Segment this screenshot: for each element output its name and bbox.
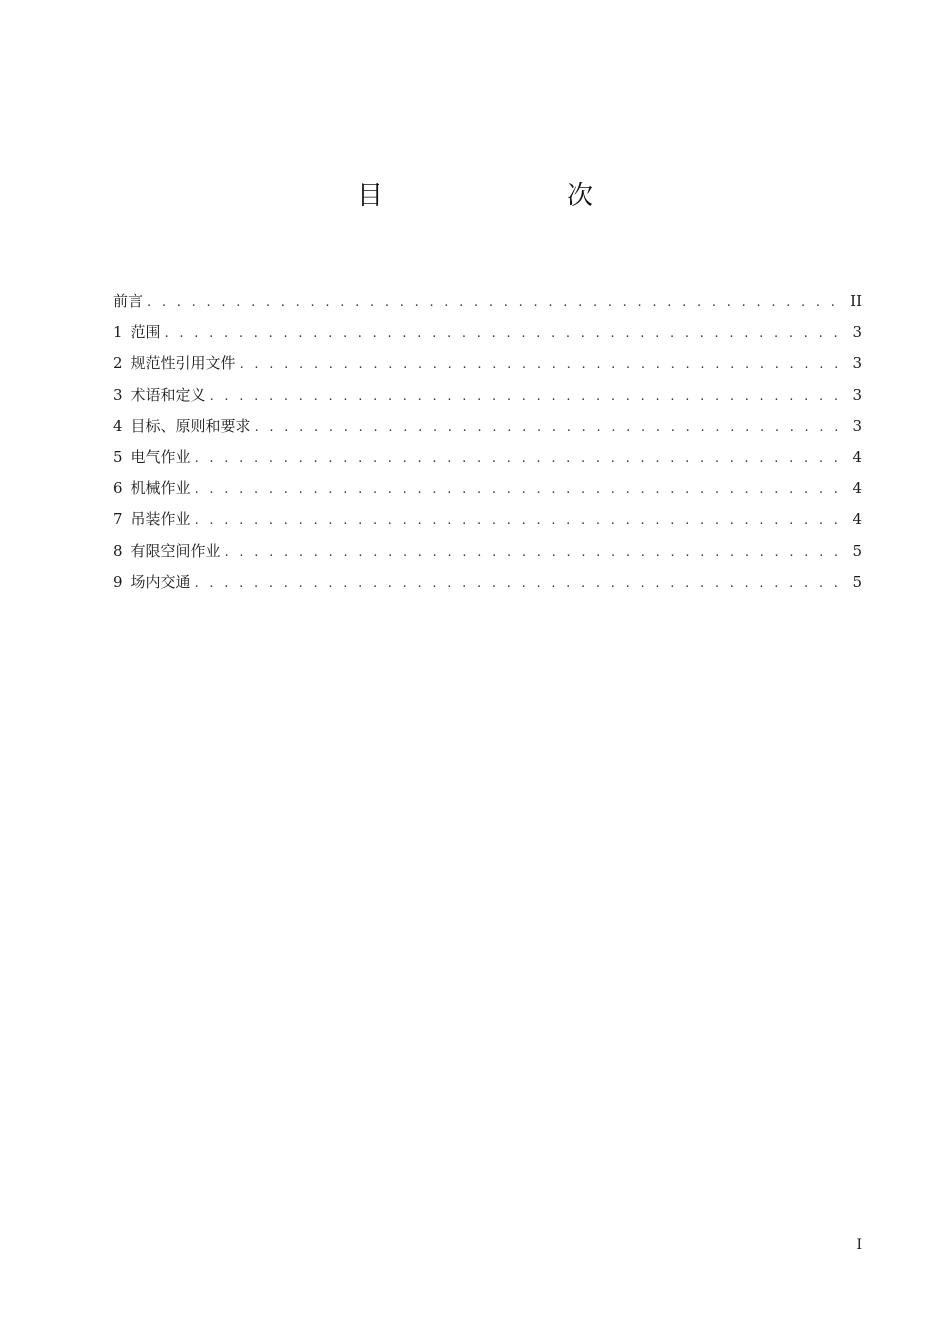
toc-entry-label: 术语和定义	[130, 385, 206, 404]
toc-entry-4[interactable]	[113, 411, 862, 442]
toc-entry-page: 3	[852, 323, 862, 342]
toc-entry-page: 4	[852, 479, 862, 498]
toc-entry-number: 1	[113, 323, 123, 342]
toc-entry-number: 8	[113, 541, 123, 560]
table-of-contents	[113, 286, 862, 598]
toc-entry-page: 5	[852, 572, 862, 591]
toc-entry-8[interactable]	[113, 536, 862, 567]
toc-entry-page: 3	[852, 354, 862, 373]
toc-entry-page: II	[850, 292, 862, 310]
toc-entry-number: 6	[113, 479, 123, 498]
toc-entry-1[interactable]	[113, 317, 862, 348]
toc-entry-7[interactable]	[113, 504, 862, 535]
toc-entry-number: 3	[113, 385, 123, 404]
toc-entry-2[interactable]	[113, 348, 862, 379]
toc-entry-label: 前言	[113, 292, 144, 310]
toc-entry-page: 4	[852, 510, 862, 529]
toc-entry-label: 范围	[130, 323, 161, 342]
toc-entry-number: 7	[113, 510, 123, 529]
page-title: 目 次	[356, 181, 637, 211]
toc-entry-page: 4	[852, 447, 862, 466]
page-number: I	[856, 1237, 862, 1253]
toc-entry-3[interactable]	[113, 380, 862, 411]
toc-entry-label: 目标、原则和要求	[130, 416, 251, 435]
toc-entry-label: 有限空间作业	[130, 541, 221, 560]
toc-dot-leader	[147, 287, 846, 318]
toc-entry-page: 3	[852, 385, 862, 404]
toc-dot-leader	[195, 505, 849, 536]
toc-entry-label: 电气作业	[130, 447, 191, 466]
toc-entry-page: 5	[852, 541, 862, 560]
toc-dot-leader	[195, 443, 849, 474]
toc-dot-leader	[195, 568, 849, 599]
toc-entry-label: 规范性引用文件	[130, 354, 236, 373]
toc-entry-label: 场内交通	[130, 572, 191, 591]
toc-entry-label: 机械作业	[130, 479, 191, 498]
toc-entry-page: 3	[852, 416, 862, 435]
toc-entry-preface[interactable]	[113, 286, 862, 317]
toc-dot-leader	[240, 349, 849, 380]
toc-dot-leader	[255, 412, 849, 443]
toc-entry-number: 4	[113, 416, 123, 435]
toc-entry-5[interactable]	[113, 442, 862, 473]
toc-dot-leader	[225, 537, 849, 568]
toc-entry-number: 5	[113, 447, 123, 466]
toc-entry-number: 9	[113, 572, 123, 591]
toc-dot-leader	[195, 474, 849, 505]
toc-entry-label: 吊装作业	[130, 510, 191, 529]
toc-entry-number: 2	[113, 354, 123, 373]
toc-entry-9[interactable]	[113, 567, 862, 598]
toc-entry-6[interactable]	[113, 473, 862, 504]
toc-dot-leader	[210, 381, 849, 412]
toc-dot-leader	[165, 318, 849, 349]
